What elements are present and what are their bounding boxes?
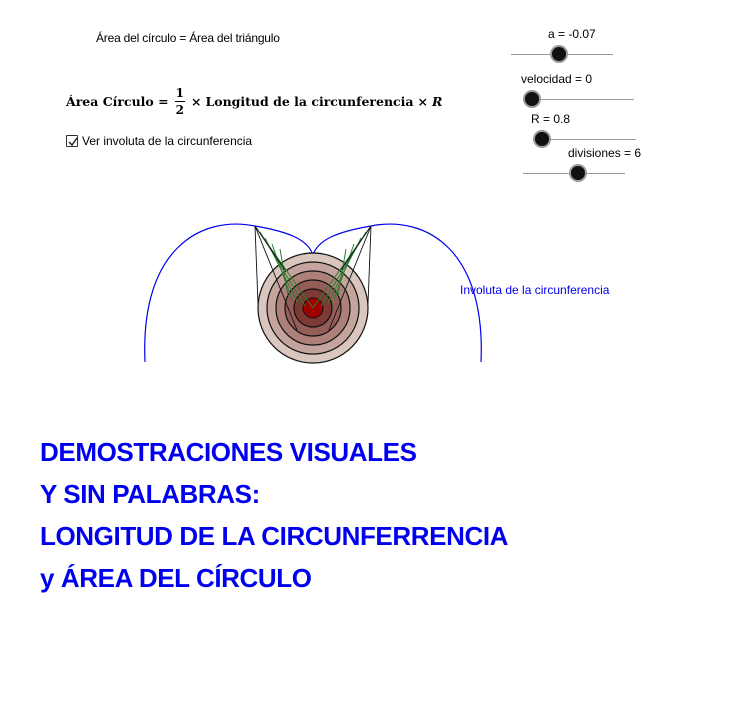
headline-line-4: y ÁREA DEL CÍRCULO (40, 563, 312, 593)
slider-velocidad-label: velocidad = 0 (521, 72, 593, 86)
headline (40, 431, 508, 599)
headline-line-3: LONGITUD DE LA CIRCUNFERRENCIA (40, 521, 509, 551)
slider-divisiones-label: divisiones = 6 (568, 146, 642, 160)
involute-checkbox-label: Ver involuta de la circunferencia (82, 134, 253, 148)
slider-r-label: R = 0.8 (531, 112, 571, 126)
slider-a-label: a = -0.07 (548, 27, 596, 41)
formula-radius: R (431, 93, 443, 109)
fraction-numerator: 1 (175, 85, 184, 100)
formula-lhs: Área Círculo = (66, 93, 169, 109)
involute-label: Involuta de la circunferencia (460, 283, 610, 297)
headline-line-2: Y SIN PALABRAS: (40, 479, 260, 509)
formula-circumference: Longitud de la circunferencia (205, 93, 414, 109)
fraction-denominator: 2 (175, 102, 184, 117)
times-sign: × (417, 93, 428, 109)
times-sign: × (190, 93, 202, 109)
page-title: Área del círculo = Área del triángulo (96, 31, 280, 45)
headline-line-1: DEMOSTRACIONES VISUALES (40, 437, 417, 467)
